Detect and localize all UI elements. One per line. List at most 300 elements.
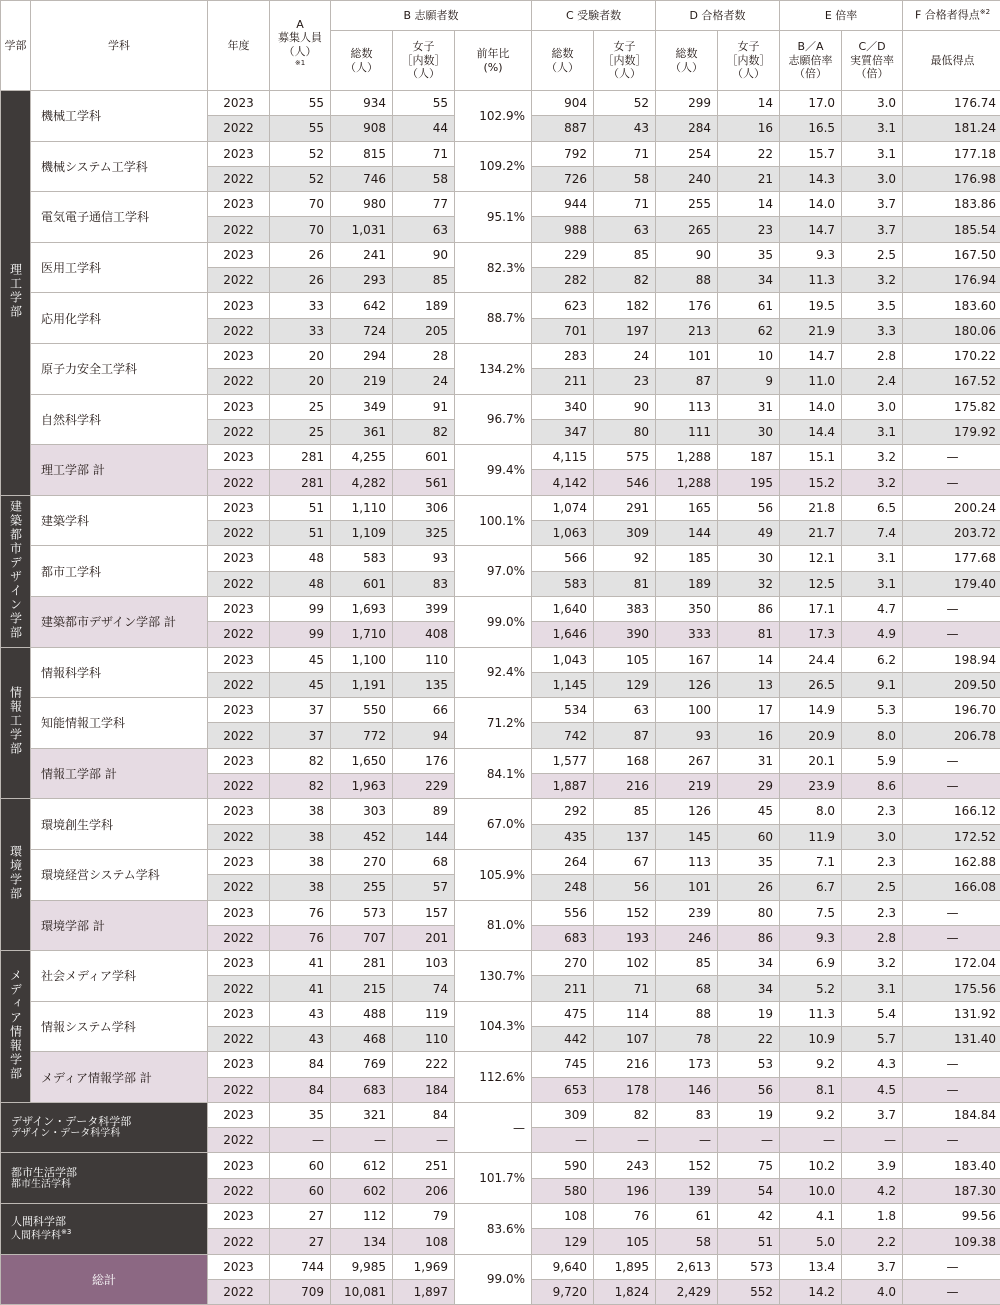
cell-ratio-cd: 4.5: [842, 1077, 903, 1102]
dept-label: 都市生活学科: [11, 1179, 201, 1191]
cell-quota: 84: [270, 1052, 331, 1077]
cell-applicants-female: 63: [393, 217, 455, 242]
cell-passers-total: 246: [656, 925, 718, 950]
header-score: F 合格者得点$^{※2}$: [903, 1, 1000, 31]
cell-examinees-female: 575: [594, 445, 656, 470]
cell-yoy: 83.6%: [455, 1204, 532, 1255]
cell-ratio-ba: 21.8: [780, 495, 842, 520]
cell-passers-total: 85: [656, 951, 718, 976]
cell-applicants-total: 1,191: [331, 672, 393, 697]
cell-ratio-ba: 10.2: [780, 1153, 842, 1178]
cell-applicants-female: 561: [393, 470, 455, 495]
cell-year: 2023: [208, 1204, 270, 1229]
cell-min-score: 181.24: [903, 116, 1000, 141]
cell-passers-total: 189: [656, 571, 718, 596]
cell-quota: 38: [270, 799, 331, 824]
cell-passers-total: 68: [656, 976, 718, 1001]
cell-applicants-total: 468: [331, 1026, 393, 1051]
cell-year: 2023: [208, 799, 270, 824]
cell-examinees-female: 102: [594, 951, 656, 976]
faculty-label: 理工学部: [10, 263, 22, 319]
cell-passers-female: 29: [718, 774, 780, 799]
table-row: [1, 343, 1000, 368]
cell-examinees-female: 243: [594, 1153, 656, 1178]
dept-label: 知能情報工学科: [31, 698, 208, 749]
cell-passers-total: 83: [656, 1102, 718, 1127]
cell-quota: 38: [270, 849, 331, 874]
cell-ratio-cd: 3.0: [842, 394, 903, 419]
cell-ratio-ba: 9.2: [780, 1102, 842, 1127]
table-row: [1, 799, 1000, 824]
cell-ratio-ba: 17.0: [780, 91, 842, 116]
faculty-subtotal-label: 建築都市デザイン学部 計: [31, 596, 208, 647]
cell-passers-total: 126: [656, 799, 718, 824]
cell-ratio-cd: 3.1: [842, 116, 903, 141]
cell-examinees-total: 283: [532, 343, 594, 368]
cell-passers-total: 284: [656, 116, 718, 141]
cell-examinees-female: 107: [594, 1026, 656, 1051]
cell-quota: 48: [270, 546, 331, 571]
cell-applicants-total: 707: [331, 925, 393, 950]
grand-total-row: [1, 1254, 1000, 1279]
cell-yoy: 105.9%: [455, 849, 532, 900]
header-c-total: 総数 （人）: [532, 31, 594, 91]
cell-year: 2023: [208, 546, 270, 571]
cell-min-score: 203.72: [903, 521, 1000, 546]
cell-ratio-ba: 21.7: [780, 521, 842, 546]
cell-min-score: 185.54: [903, 217, 1000, 242]
cell-examinees-total: 347: [532, 419, 594, 444]
cell-examinees-total: 211: [532, 976, 594, 1001]
cell-passers-total: 93: [656, 723, 718, 748]
cell-min-score: 198.94: [903, 647, 1000, 672]
header-ratio-cd: C／D 実質倍率 （倍）: [842, 31, 903, 91]
cell-ratio-ba: 5.0: [780, 1229, 842, 1254]
faculty-label: 人間科学部: [11, 1215, 201, 1228]
header-examinees: C 受験者数: [532, 1, 656, 31]
cell-examinees-total: 742: [532, 723, 594, 748]
cell-quota: 35: [270, 1102, 331, 1127]
cell-applicants-total: 321: [331, 1102, 393, 1127]
cell-examinees-female: —: [594, 1128, 656, 1153]
cell-passers-female: 53: [718, 1052, 780, 1077]
cell-min-score: 200.24: [903, 495, 1000, 520]
cell-applicants-total: 293: [331, 268, 393, 293]
cell-applicants-female: 68: [393, 849, 455, 874]
cell-applicants-total: 10,081: [331, 1279, 393, 1304]
cell-year: 2022: [208, 217, 270, 242]
cell-min-score: 167.52: [903, 369, 1000, 394]
cell-examinees-female: 67: [594, 849, 656, 874]
cell-examinees-total: 248: [532, 875, 594, 900]
cell-year: 2023: [208, 445, 270, 470]
cell-ratio-ba: 16.5: [780, 116, 842, 141]
cell-quota: 60: [270, 1153, 331, 1178]
cell-passers-female: 45: [718, 799, 780, 824]
dept-label: 環境創生学科: [31, 799, 208, 850]
cell-passers-total: 2,613: [656, 1254, 718, 1279]
cell-ratio-ba: 24.4: [780, 647, 842, 672]
cell-applicants-female: 110: [393, 1026, 455, 1051]
cell-applicants-female: 189: [393, 293, 455, 318]
cell-passers-total: 145: [656, 824, 718, 849]
cell-passers-total: 139: [656, 1178, 718, 1203]
cell-yoy: 109.2%: [455, 141, 532, 192]
header-d-female: 女子 ［内数］ （人）: [718, 31, 780, 91]
cell-applicants-total: —: [331, 1128, 393, 1153]
cell-passers-total: 88: [656, 268, 718, 293]
cell-yoy: 134.2%: [455, 343, 532, 394]
faculty-label: 環境学部: [10, 845, 22, 901]
cell-min-score: 167.50: [903, 242, 1000, 267]
cell-ratio-cd: 2.8: [842, 343, 903, 368]
dept-label: 情報科学科: [31, 647, 208, 698]
cell-examinees-total: 566: [532, 546, 594, 571]
cell-min-score: 109.38: [903, 1229, 1000, 1254]
cell-examinees-total: 1,074: [532, 495, 594, 520]
cell-year: 2023: [208, 596, 270, 621]
cell-ratio-ba: 14.0: [780, 394, 842, 419]
cell-passers-total: 111: [656, 419, 718, 444]
cell-year: 2023: [208, 242, 270, 267]
cell-examinees-female: 105: [594, 647, 656, 672]
cell-applicants-female: 28: [393, 343, 455, 368]
cell-passers-total: 185: [656, 546, 718, 571]
cell-year: 2023: [208, 849, 270, 874]
cell-ratio-ba: 14.7: [780, 217, 842, 242]
cell-applicants-female: 157: [393, 900, 455, 925]
cell-examinees-female: 291: [594, 495, 656, 520]
cell-examinees-female: 309: [594, 521, 656, 546]
header-dept: 学科: [31, 1, 208, 91]
cell-examinees-total: 887: [532, 116, 594, 141]
cell-passers-female: 552: [718, 1279, 780, 1304]
cell-min-score: —: [903, 1279, 1000, 1304]
cell-ratio-cd: 3.2: [842, 268, 903, 293]
cell-quota: 20: [270, 343, 331, 368]
cell-ratio-ba: 9.3: [780, 925, 842, 950]
cell-applicants-female: 79: [393, 1204, 455, 1229]
cell-ratio-cd: 3.1: [842, 571, 903, 596]
cell-quota: 27: [270, 1229, 331, 1254]
cell-ratio-ba: 10.9: [780, 1026, 842, 1051]
cell-ratio-cd: 9.1: [842, 672, 903, 697]
cell-passers-female: 14: [718, 192, 780, 217]
cell-examinees-total: 475: [532, 1001, 594, 1026]
cell-examinees-total: 9,640: [532, 1254, 594, 1279]
cell-ratio-ba: 11.9: [780, 824, 842, 849]
cell-ratio-cd: 2.3: [842, 799, 903, 824]
cell-year: 2023: [208, 1001, 270, 1026]
cell-yoy: 100.1%: [455, 495, 532, 546]
cell-passers-female: 35: [718, 849, 780, 874]
table-row: [1, 293, 1000, 318]
dept-label: デザイン・データ科学科: [11, 1128, 201, 1140]
cell-yoy: 99.0%: [455, 596, 532, 647]
cell-ratio-cd: 3.1: [842, 419, 903, 444]
cell-passers-female: 42: [718, 1204, 780, 1229]
cell-ratio-cd: 3.5: [842, 293, 903, 318]
cell-examinees-female: 81: [594, 571, 656, 596]
cell-min-score: 166.08: [903, 875, 1000, 900]
cell-applicants-total: 612: [331, 1153, 393, 1178]
cell-applicants-female: 325: [393, 521, 455, 546]
cell-applicants-total: 934: [331, 91, 393, 116]
cell-examinees-total: 1,646: [532, 622, 594, 647]
cell-passers-total: 255: [656, 192, 718, 217]
cell-ratio-cd: 2.4: [842, 369, 903, 394]
cell-year: 2023: [208, 748, 270, 773]
cell-applicants-female: 1,897: [393, 1279, 455, 1304]
cell-year: 2023: [208, 495, 270, 520]
cell-applicants-total: 281: [331, 951, 393, 976]
cell-passers-total: 101: [656, 875, 718, 900]
cell-examinees-total: 944: [532, 192, 594, 217]
cell-passers-total: 113: [656, 849, 718, 874]
cell-examinees-total: 292: [532, 799, 594, 824]
cell-quota: 281: [270, 445, 331, 470]
cell-year: 2023: [208, 192, 270, 217]
cell-passers-female: 81: [718, 622, 780, 647]
header-min-score: 最低得点: [903, 31, 1000, 91]
cell-passers-female: 23: [718, 217, 780, 242]
cell-passers-female: 62: [718, 318, 780, 343]
cell-passers-total: 2,429: [656, 1279, 718, 1304]
cell-applicants-total: 241: [331, 242, 393, 267]
cell-examinees-female: 129: [594, 672, 656, 697]
header-ratio: E 倍率: [780, 1, 903, 31]
cell-examinees-total: 309: [532, 1102, 594, 1127]
faculty-cell: [1, 91, 31, 496]
cell-min-score: 166.12: [903, 799, 1000, 824]
cell-examinees-female: 85: [594, 242, 656, 267]
cell-examinees-female: 63: [594, 698, 656, 723]
cell-quota: 26: [270, 242, 331, 267]
cell-examinees-total: 683: [532, 925, 594, 950]
cell-ratio-ba: 15.1: [780, 445, 842, 470]
header-ratio-ba: B／A 志願倍率 （倍）: [780, 31, 842, 91]
cell-applicants-total: 1,710: [331, 622, 393, 647]
cell-applicants-female: 82: [393, 419, 455, 444]
cell-examinees-total: 701: [532, 318, 594, 343]
table-row: [1, 1153, 1000, 1178]
cell-quota: 76: [270, 925, 331, 950]
table-row: [1, 1001, 1000, 1026]
cell-yoy: 88.7%: [455, 293, 532, 344]
cell-year: 2023: [208, 1254, 270, 1279]
cell-ratio-cd: 8.0: [842, 723, 903, 748]
cell-ratio-cd: 3.7: [842, 1102, 903, 1127]
cell-examinees-total: 9,720: [532, 1279, 594, 1304]
cell-ratio-ba: 4.1: [780, 1204, 842, 1229]
cell-passers-female: 54: [718, 1178, 780, 1203]
grand-total-label: 総計: [1, 1254, 208, 1305]
cell-ratio-ba: —: [780, 1128, 842, 1153]
cell-applicants-female: 108: [393, 1229, 455, 1254]
cell-applicants-female: 184: [393, 1077, 455, 1102]
dept-label: 機械システム工学科: [31, 141, 208, 192]
cell-applicants-total: 746: [331, 166, 393, 191]
cell-applicants-female: 89: [393, 799, 455, 824]
cell-applicants-total: 452: [331, 824, 393, 849]
faculty-cell: [1, 647, 31, 799]
cell-examinees-total: 1,640: [532, 596, 594, 621]
dept-label: 人間科学科$^{※3}$: [11, 1228, 201, 1242]
cell-ratio-ba: 15.2: [780, 470, 842, 495]
cell-quota: 84: [270, 1077, 331, 1102]
cell-quota: 26: [270, 268, 331, 293]
cell-applicants-female: 44: [393, 116, 455, 141]
cell-ratio-cd: 5.9: [842, 748, 903, 773]
cell-applicants-female: 201: [393, 925, 455, 950]
cell-year: 2023: [208, 698, 270, 723]
cell-year: 2022: [208, 419, 270, 444]
cell-passers-total: 101: [656, 343, 718, 368]
table-row: [1, 596, 1000, 621]
faculty-label: 都市生活学部: [11, 1166, 201, 1179]
cell-passers-total: 58: [656, 1229, 718, 1254]
cell-ratio-ba: 12.1: [780, 546, 842, 571]
cell-applicants-total: 488: [331, 1001, 393, 1026]
cell-min-score: 176.98: [903, 166, 1000, 191]
cell-min-score: 196.70: [903, 698, 1000, 723]
cell-applicants-female: 85: [393, 268, 455, 293]
cell-quota: 37: [270, 723, 331, 748]
cell-examinees-female: 383: [594, 596, 656, 621]
cell-quota: 52: [270, 141, 331, 166]
cell-quota: 744: [270, 1254, 331, 1279]
cell-applicants-total: 815: [331, 141, 393, 166]
cell-min-score: 177.68: [903, 546, 1000, 571]
cell-year: 2022: [208, 1128, 270, 1153]
cell-examinees-female: 137: [594, 824, 656, 849]
cell-ratio-ba: 11.3: [780, 268, 842, 293]
cell-examinees-female: 43: [594, 116, 656, 141]
cell-quota: 99: [270, 622, 331, 647]
cell-ratio-cd: 8.6: [842, 774, 903, 799]
cell-ratio-cd: 3.1: [842, 976, 903, 1001]
cell-year: 2022: [208, 318, 270, 343]
table-row: [1, 192, 1000, 217]
cell-quota: 43: [270, 1026, 331, 1051]
cell-ratio-ba: 20.9: [780, 723, 842, 748]
cell-ratio-cd: 5.7: [842, 1026, 903, 1051]
cell-passers-female: 573: [718, 1254, 780, 1279]
table-row: [1, 242, 1000, 267]
cell-passers-female: 60: [718, 824, 780, 849]
cell-examinees-female: 1,824: [594, 1279, 656, 1304]
cell-passers-total: 1,288: [656, 470, 718, 495]
cell-quota: 38: [270, 875, 331, 900]
cell-examinees-female: 196: [594, 1178, 656, 1203]
header-year: 年度: [208, 1, 270, 91]
cell-applicants-total: 270: [331, 849, 393, 874]
cell-passers-total: 78: [656, 1026, 718, 1051]
cell-ratio-cd: 3.2: [842, 445, 903, 470]
cell-quota: 76: [270, 900, 331, 925]
cell-min-score: 209.50: [903, 672, 1000, 697]
cell-applicants-female: 74: [393, 976, 455, 1001]
cell-passers-female: 195: [718, 470, 780, 495]
cell-examinees-total: 556: [532, 900, 594, 925]
cell-applicants-total: 573: [331, 900, 393, 925]
cell-examinees-female: 71: [594, 141, 656, 166]
cell-min-score: 172.04: [903, 951, 1000, 976]
cell-year: 2022: [208, 1026, 270, 1051]
cell-passers-female: 22: [718, 141, 780, 166]
cell-passers-female: 14: [718, 647, 780, 672]
cell-ratio-ba: 6.7: [780, 875, 842, 900]
cell-ratio-cd: 5.4: [842, 1001, 903, 1026]
cell-year: 2022: [208, 1077, 270, 1102]
cell-year: 2022: [208, 369, 270, 394]
cell-examinees-total: 1,887: [532, 774, 594, 799]
cell-quota: —: [270, 1128, 331, 1153]
cell-applicants-total: 1,100: [331, 647, 393, 672]
cell-year: 2023: [208, 343, 270, 368]
cell-ratio-cd: 3.7: [842, 217, 903, 242]
header-b-female: 女子 ［内数］ （人）: [393, 31, 455, 91]
cell-examinees-female: 216: [594, 774, 656, 799]
cell-quota: 55: [270, 91, 331, 116]
table-row: [1, 1204, 1000, 1229]
cell-applicants-female: 229: [393, 774, 455, 799]
cell-year: 2023: [208, 293, 270, 318]
cell-applicants-female: 176: [393, 748, 455, 773]
cell-year: 2022: [208, 521, 270, 546]
cell-quota: 41: [270, 976, 331, 1001]
cell-applicants-female: 1,969: [393, 1254, 455, 1279]
cell-min-score: 131.40: [903, 1026, 1000, 1051]
cell-applicants-total: 1,031: [331, 217, 393, 242]
dept-label: 環境経営システム学科: [31, 849, 208, 900]
cell-min-score: 172.52: [903, 824, 1000, 849]
cell-passers-female: 34: [718, 268, 780, 293]
cell-applicants-female: 135: [393, 672, 455, 697]
cell-ratio-ba: 9.3: [780, 242, 842, 267]
cell-ratio-cd: 3.0: [842, 166, 903, 191]
cell-ratio-ba: 8.1: [780, 1077, 842, 1102]
cell-quota: 45: [270, 647, 331, 672]
cell-ratio-ba: 14.9: [780, 698, 842, 723]
dept-label: 都市工学科: [31, 546, 208, 597]
cell-passers-female: 22: [718, 1026, 780, 1051]
cell-applicants-total: 980: [331, 192, 393, 217]
table-row: [1, 495, 1000, 520]
cell-min-score: —: [903, 596, 1000, 621]
cell-passers-female: 80: [718, 900, 780, 925]
cell-examinees-total: 282: [532, 268, 594, 293]
cell-passers-female: 9: [718, 369, 780, 394]
faculty-cell: [1, 1204, 208, 1255]
cell-quota: 25: [270, 419, 331, 444]
cell-quota: 52: [270, 166, 331, 191]
cell-year: 2022: [208, 622, 270, 647]
cell-ratio-cd: 2.8: [842, 925, 903, 950]
header-faculty: 学部: [1, 1, 31, 91]
cell-applicants-female: 205: [393, 318, 455, 343]
faculty-cell: [1, 1102, 208, 1153]
cell-passers-total: —: [656, 1128, 718, 1153]
cell-applicants-female: 66: [393, 698, 455, 723]
cell-ratio-cd: 4.2: [842, 1178, 903, 1203]
cell-ratio-ba: 8.0: [780, 799, 842, 824]
cell-year: 2022: [208, 470, 270, 495]
cell-examinees-female: 114: [594, 1001, 656, 1026]
cell-passers-female: 187: [718, 445, 780, 470]
cell-min-score: —: [903, 1052, 1000, 1077]
cell-passers-female: —: [718, 1128, 780, 1153]
